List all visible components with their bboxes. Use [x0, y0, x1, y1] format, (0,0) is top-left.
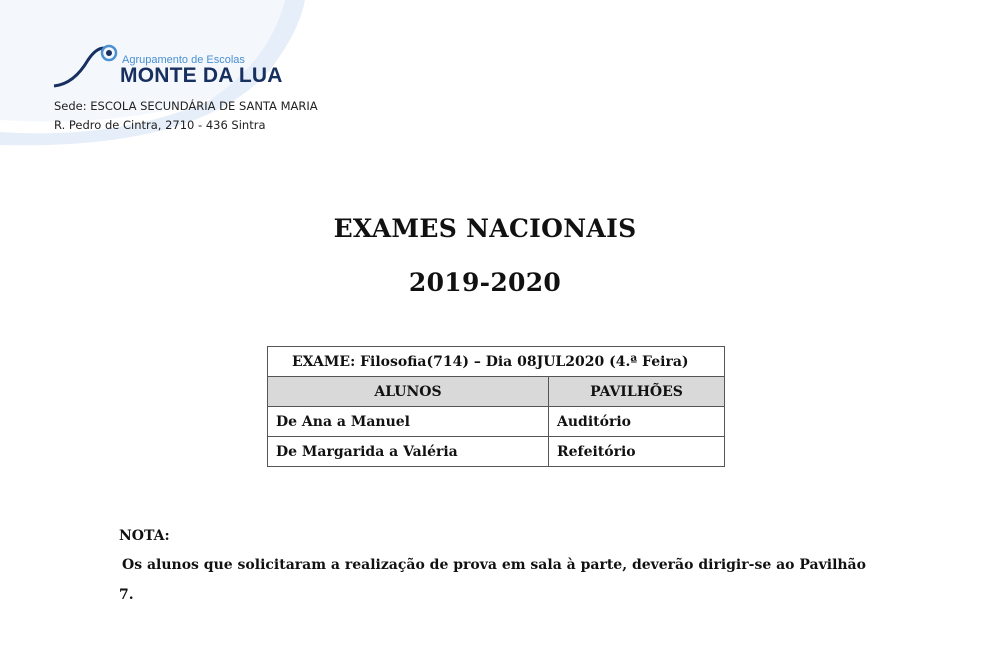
exam-caption: EXAME: Filosofia(714) – Dia 08JUL2020 (4.ª Feira) — [268, 347, 725, 377]
table-cell-students: De Ana a Manuel — [268, 407, 549, 437]
note-text-continued: 7. — [119, 587, 134, 603]
school-logo — [52, 40, 292, 90]
logo-title: MONTE DA LUA — [120, 64, 283, 87]
table-cell-pavilion: Auditório — [549, 407, 725, 437]
column-header-pavilhoes: PAVILHÕES — [549, 377, 725, 407]
page-year: 2019-2020 — [408, 268, 562, 297]
note-title: NOTA: — [119, 528, 170, 544]
note-text: Os alunos que solicitaram a realização de prova em sala à parte, deverão dirigir-se ao Pavilhão — [122, 557, 866, 573]
table-cell-students: De Margarida a Valéria — [268, 437, 549, 467]
school-name: Sede: ESCOLA SECUNDÁRIA DE SANTA MARIA — [54, 99, 318, 113]
table-row — [268, 437, 725, 467]
logo-subtitle: Agrupamento de Escolas — [122, 54, 245, 66]
page-title: EXAMES NACIONAIS — [333, 214, 637, 243]
column-header-alunos: ALUNOS — [268, 377, 549, 407]
table-cell-pavilion: Refeitório — [549, 437, 725, 467]
school-address: R. Pedro de Cintra, 2710 - 436 Sintra — [54, 118, 266, 132]
table-row — [268, 407, 725, 437]
exam-table — [267, 346, 725, 467]
